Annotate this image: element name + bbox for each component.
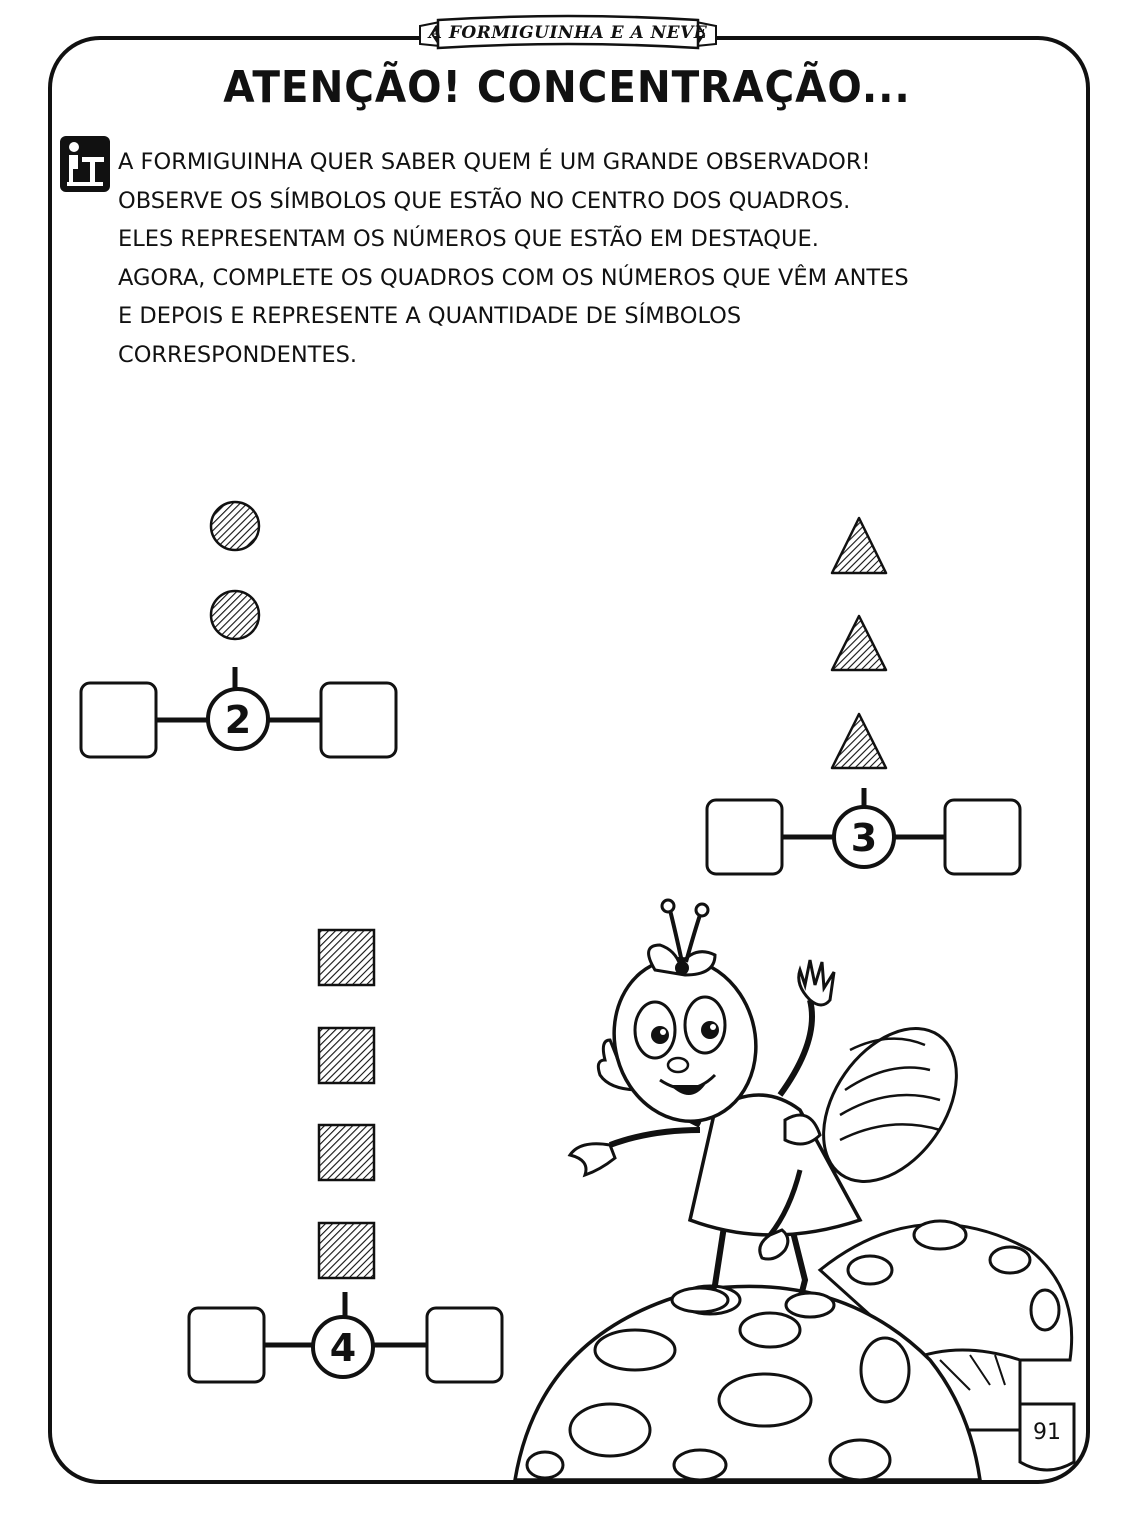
instruction-line: ELES REPRESENTAM OS NÚMEROS QUE ESTÃO EM DESTAQUE.	[118, 226, 819, 252]
hatched-triangle-symbol	[832, 616, 886, 670]
hatched-triangle-symbol	[832, 714, 886, 768]
student-desk-icon	[60, 136, 110, 192]
hatched-square-symbol	[319, 1125, 374, 1180]
ant-on-mushroom-illustration	[500, 890, 1090, 1484]
instruction-line: CORRESPONDENTES.	[118, 341, 358, 368]
instruction-line: A FORMIGUINHA QUER SABER QUEM É UM GRANDE OBSERVADOR!	[118, 149, 871, 175]
answer-box-before	[707, 800, 782, 874]
highlight-number: 3	[850, 816, 878, 860]
instruction-line: AGORA, COMPLETE OS QUADROS COM OS NÚMEROS QUE VÊM ANTES	[118, 264, 909, 291]
page-title: ATENÇÃO! CONCENTRAÇÃO...	[223, 62, 911, 113]
hatched-square-symbol	[319, 1223, 374, 1278]
exercise-number-4	[185, 925, 505, 1385]
page-number: 91	[1033, 1420, 1061, 1445]
instructions	[118, 143, 1098, 374]
highlight-number: 2	[224, 698, 252, 742]
answer-box-before	[189, 1308, 264, 1382]
book-title-banner	[418, 12, 718, 58]
exercise-number-3	[702, 510, 1026, 882]
hatched-circle-symbol	[211, 502, 259, 550]
hatched-square-symbol	[319, 1028, 374, 1083]
book-title: A FORMIGUINHA E A NEVE	[428, 23, 708, 43]
answer-box-after	[427, 1308, 502, 1382]
answer-box-after	[321, 683, 396, 757]
answer-box-before	[81, 683, 156, 757]
hatched-square-symbol	[319, 930, 374, 985]
answer-box-after	[945, 800, 1020, 874]
instruction-line: OBSERVE OS SÍMBOLOS QUE ESTÃO NO CENTRO DOS QUADROS.	[118, 187, 851, 214]
hatched-triangle-symbol	[832, 518, 886, 573]
instruction-line: E DEPOIS E REPRESENTE A QUANTIDADE DE SÍMBOLOS	[118, 303, 742, 329]
hatched-circle-symbol	[211, 591, 259, 639]
highlight-number: 4	[329, 1326, 357, 1370]
exercise-number-2	[78, 495, 402, 765]
